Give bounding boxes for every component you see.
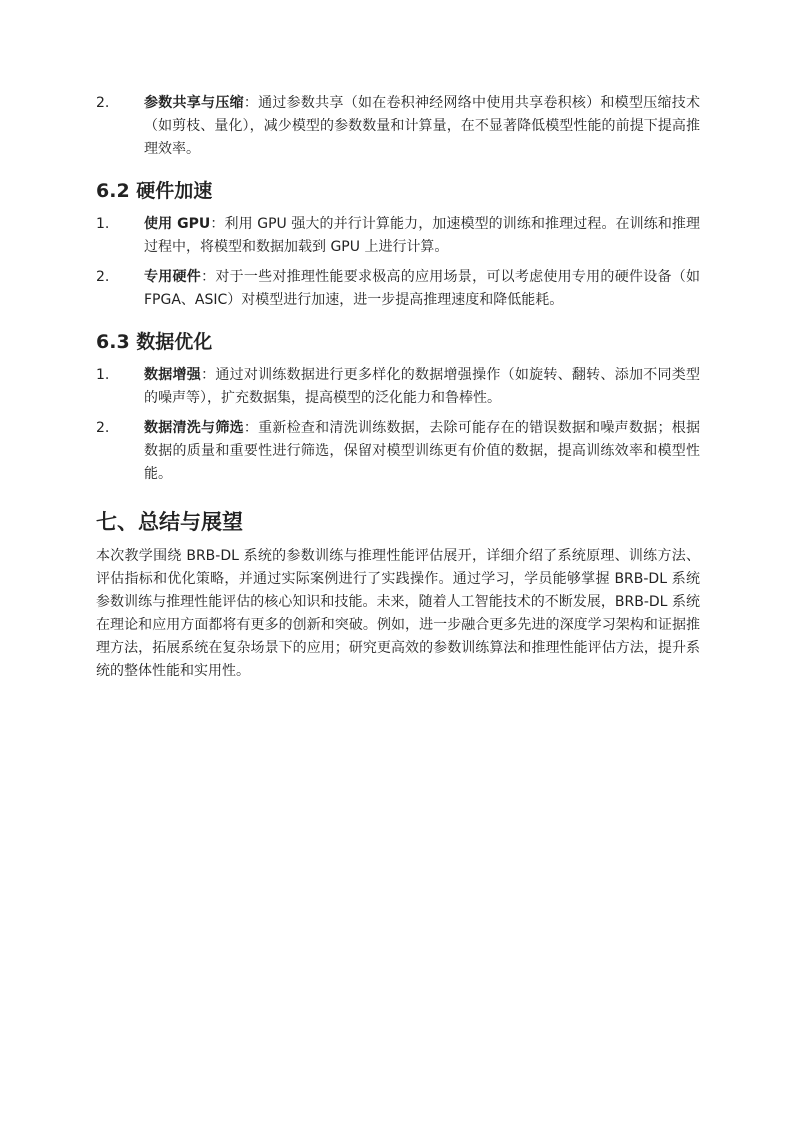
list-item-text: 利用 GPU 强大的并行计算能力，加速模型的训练和推理过程。在训练和推理过程中，将模型和数据加载到 GPU 上进行计算。 (144, 216, 701, 255)
list-item-body (144, 213, 700, 259)
section-heading-hardware-acceleration: 6.2 硬件加速 (96, 180, 213, 202)
list-item-term: 数据清洗与筛选 (144, 420, 244, 436)
list-item-text: 通过对训练数据进行更多样化的数据增强操作（如旋转、翻转、添加不同类型的噪声等），扩充数据集，提高模型的泛化能力和鲁棒性。 (144, 367, 701, 406)
list-item-separator: ： (243, 420, 259, 436)
list-item-term: 参数共享与压缩 (144, 95, 244, 111)
list-item-body (144, 417, 700, 486)
list-item-data-cleaning (96, 417, 700, 486)
list-item-parameter-sharing (96, 92, 700, 161)
summary-paragraph: 本次教学围绕 BRB-DL 系统的参数训练与推理性能评估展开，详细介绍了系统原理、训练方法、评估指标和优化策略，并通过实际案例进行了实践操作。通过学习，学员能够掌握 BRB-DL 系统参数训练与推理性能评估的核心知识和技能。未来，随着人工智能技术的不断发展，BRB-DL 系统在理论和应用方面都将有更多的创新和突破。例如，进一步融合更多先进的深度学习架构和证据推理方法，拓展系统在复杂场景下的应用；研究更高效的参数训练算法和推理性能评估方法，提升系统的整体性能和实用性。 (96, 548, 700, 679)
list-item-term: 使用 GPU (144, 216, 211, 232)
page-content (96, 92, 700, 683)
list-item-number: 1. (96, 367, 110, 383)
list-item-separator: ： (210, 216, 225, 232)
list-item-body (144, 92, 700, 161)
list-item-data-augmentation (96, 364, 700, 410)
list-item-number: 2. (96, 420, 110, 436)
list-item-separator: ： (243, 95, 259, 111)
list-item-dedicated-hardware (96, 266, 700, 312)
list-item-term: 专用硬件 (144, 269, 202, 285)
list-item-term: 数据增强 (144, 367, 202, 383)
list-item-text: 通过参数共享（如在卷积神经网络中使用共享卷积核）和模型压缩技术（如剪枝、量化），减少模型的参数数量和计算量，在不显著降低模型性能的前提下提高推理效率。 (144, 95, 701, 157)
list-item-number: 2. (96, 95, 110, 111)
list-item-number: 1. (96, 216, 110, 232)
section-heading-data-optimization: 6.3 数据优化 (96, 331, 213, 353)
list-item-separator: ： (201, 367, 216, 383)
list-item-text: 重新检查和清洗训练数据，去除可能存在的错误数据和噪声数据；根据数据的质量和重要性进行筛选，保留对模型训练更有价值的数据，提高训练效率和模型性能。 (144, 420, 701, 482)
section-heading-summary-outlook: 七、总结与展望 (96, 510, 243, 534)
list-item-separator: ： (201, 269, 216, 285)
list-item-body (144, 364, 700, 410)
list-item-body (144, 266, 700, 312)
list-item-number: 2. (96, 269, 110, 285)
list-item-use-gpu (96, 213, 700, 259)
list-item-text: 对于一些对推理性能要求极高的应用场景，可以考虑使用专用的硬件设备（如 FPGA、ASIC）对模型进行加速，进一步提高推理速度和降低能耗。 (144, 269, 701, 308)
